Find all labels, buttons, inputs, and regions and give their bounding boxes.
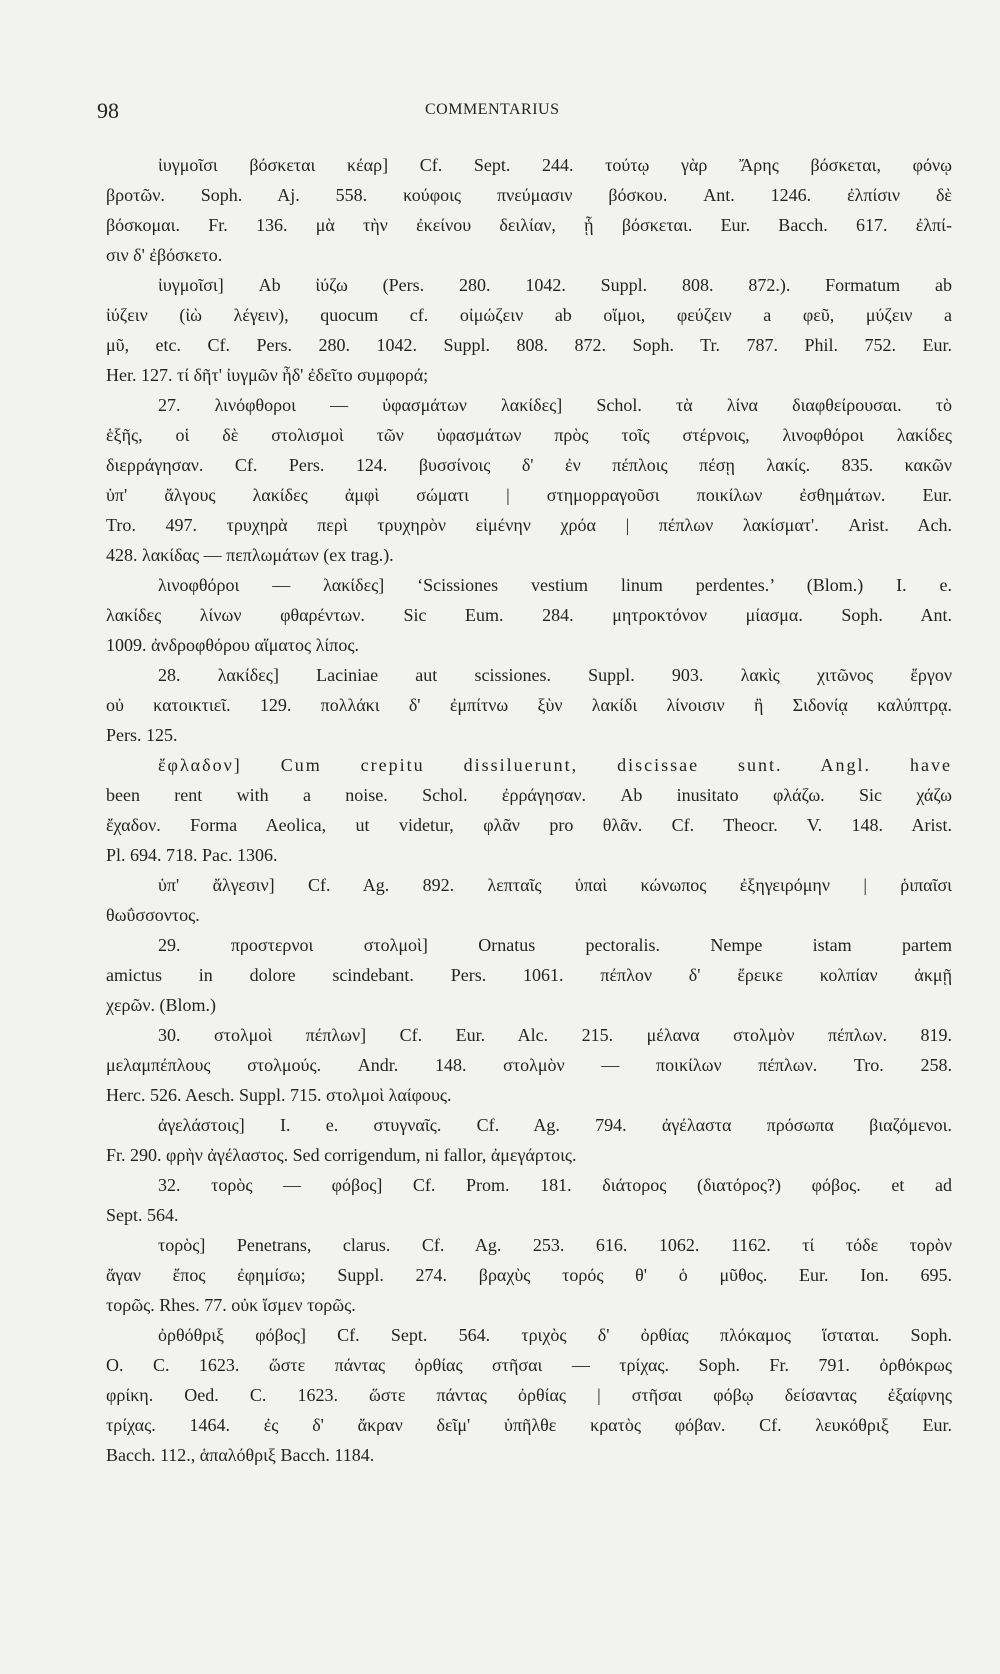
text-line: 428. λακίδας — πεπλωμάτων (ex trag.). (106, 545, 394, 565)
text-line: βροτῶν. Soph. Aj. 558. κούφοις πνεύμασιν βόσκου. Ant. 1246. ἐλπίσιν δὲ (106, 185, 952, 205)
text-line: χερῶν. (Blom.) (106, 995, 217, 1015)
text-line: φρίκη. Oed. C. 1623. ὥστε πάντας ὀρθίας | στῆσαι φόβῳ δείσαντας ἐξαίφνης (106, 1385, 952, 1405)
text-line: amictus in dolore scindebant. Pers. 1061. πέπλον δ' ἔρεικε κολπίαν ἀκμῇ (106, 965, 952, 985)
text-line: οὐ κατοικτιεῖ. 129. πολλάκι δ' ἐμπίτνω ξὺν λακίδι λίνοισιν ἢ Σιδονίᾳ καλύπτρᾳ. (106, 695, 952, 715)
text-line: ἑξῆς, οἱ δὲ στολισμοὶ τῶν ὑφασμάτων πρὸς τοῖς στέρνοις, λινοφθόροι λακίδες (106, 425, 952, 445)
text-line: ἄγαν ἔπος ἐφημίσω; Suppl. 274. βραχὺς τορός θ' ὁ μῦθος. Eur. Ion. 695. (106, 1265, 952, 1285)
text-line: ὑπ' ἄλγους λακίδες ἀμφὶ σώματι | στημορραγοῦσι ποικίλων ἐσθημάτων. Eur. (106, 485, 952, 505)
text-line: ἰυγμοῖσι βόσκεται κέαρ] Cf. Sept. 244. τούτῳ γὰρ Ἄρης βόσκεται, φόνῳ (158, 155, 952, 175)
text-line: μελαμπέπλους στολμούς. Andr. 148. στολμὸν — ποικίλων πέπλων. Tro. 258. (106, 1055, 952, 1075)
text-line: Tro. 497. τρυχηρὰ περὶ τρυχηρὸν εἱμένην χρόα | πέπλων λακίσματ'. Arist. Ach. (106, 515, 952, 535)
text-line: Pers. 125. (106, 725, 178, 745)
text-line: τρίχας. 1464. ἐς δ' ἄκραν δεῖμ' ὑπῆλθε κρατὸς φόβαν. Cf. λευκόθριξ Eur. (106, 1415, 952, 1435)
text-line: O. C. 1623. ὥστε πάντας ὀρθίας στῆσαι — τρίχας. Soph. Fr. 791. ὀρθόκρως (106, 1355, 952, 1375)
text-line: λακίδες λίνων φθαρέντων. Sic Eum. 284. μητροκτόνον μίασμα. Soph. Ant. (106, 605, 952, 625)
text-line: τορῶς. Rhes. 77. οὐκ ἴσμεν τορῶς. (106, 1295, 356, 1315)
text-line: ἰυγμοῖσι] Ab ἰύζω (Pers. 280. 1042. Suppl. 808. 872.). Formatum ab (158, 275, 952, 295)
text-line: λινοφθόροι — λακίδες] ‘Scissiones vestium linum perdentes.’ (Blom.) I. e. (158, 575, 952, 595)
text-line: ἔφλαδον] Cum crepitu dissiluerunt, discissae sunt. Angl. have (158, 755, 952, 775)
text-line: 30. στολμοὶ πέπλων] Cf. Eur. Alc. 215. μέλανα στολμὸν πέπλων. 819. (158, 1025, 952, 1045)
text-line: 32. τορὸς — φόβος] Cf. Prom. 181. διάτορος (διατόρος?) φόβος. et ad (158, 1175, 952, 1195)
text-line: ὑπ' ἄλγεσιν] Cf. Ag. 892. λεπταῖς ὑπαὶ κώνωπος ἐξηγειρόμην | ῥιπαῖσι (158, 875, 952, 895)
text-line: ἔχαδον. Forma Aeolica, ut videtur, φλᾶν pro θλᾶν. Cf. Theocr. V. 148. Arist. (106, 815, 952, 835)
text-line: Fr. 290. φρὴν ἀγέλαστος. Sed corrigendum, ni fallor, ἀμεγάρτοις. (106, 1145, 577, 1165)
page-header (97, 98, 957, 128)
page-number: 98 (97, 98, 119, 123)
text-line: 28. λακίδες] Laciniae aut scissiones. Suppl. 903. λακὶς χιτῶνος ἔργον (158, 665, 952, 685)
text-line: Bacch. 112., ἁπαλόθριξ Bacch. 1184. (106, 1445, 375, 1465)
text-line: ἰύζειν (ἰὼ λέγειν), quocum cf. οἰμώζειν ab οἴμοι, φεύζειν a φεῦ, μύζειν a (106, 305, 952, 325)
text-line: ἀγελάστοις] I. e. στυγναῖς. Cf. Ag. 794. ἀγέλαστα πρόσωπα βιαζόμενοι. (158, 1115, 952, 1135)
commentary-body (106, 150, 952, 1470)
text-line: τορὸς] Penetrans, clarus. Cf. Ag. 253. 616. 1062. 1162. τί τόδε τορὸν (158, 1235, 952, 1255)
text-line: μῦ, etc. Cf. Pers. 280. 1042. Suppl. 808. 872. Soph. Tr. 787. Phil. 752. Eur. (106, 335, 952, 355)
running-head: COMMENTARIUS (425, 101, 560, 118)
text-line: διερράγησαν. Cf. Pers. 124. βυσσίνοις δ' ἐν πέπλοις πέσῃ λακίς. 835. κακῶν (106, 455, 952, 475)
text-line: σιν δ' ἐβόσκετο. (106, 245, 223, 265)
text-line: Sept. 564. (106, 1205, 179, 1225)
text-line: ὀρθόθριξ φόβος] Cf. Sept. 564. τριχὸς δ' ὀρθίας πλόκαμος ἵσταται. Soph. (158, 1325, 952, 1345)
text-line: βόσκομαι. Fr. 136. μὰ τὴν ἐκείνου δειλίαν, ᾗ βόσκεται. Eur. Bacch. 617. ἐλπί- (106, 215, 952, 235)
text-line: Herc. 526. Aesch. Suppl. 715. στολμοὶ λαίφους. (106, 1085, 452, 1105)
text-line: Pl. 694. 718. Pac. 1306. (106, 845, 278, 865)
text-line: 29. προστερνοι στολμοὶ] Ornatus pectoralis. Nempe istam partem (158, 935, 952, 955)
text-line: θωΰσσοντος. (106, 905, 200, 925)
text-line: 1009. ἀνδροφθόρου αἵματος λίπος. (106, 635, 359, 655)
text-line: 27. λινόφθοροι — ὑφασμάτων λακίδες] Schol. τὰ λίνα διαφθείρουσαι. τὸ (158, 395, 952, 415)
text-line: been rent with a noise. Schol. ἐρράγησαν. Ab inusitato φλάζω. Sic χάζω (106, 785, 952, 805)
text-line: Her. 127. τί δῆτ' ἰυγμῶν ἦδ' ἐδεῖτο συμφορά; (106, 365, 429, 385)
